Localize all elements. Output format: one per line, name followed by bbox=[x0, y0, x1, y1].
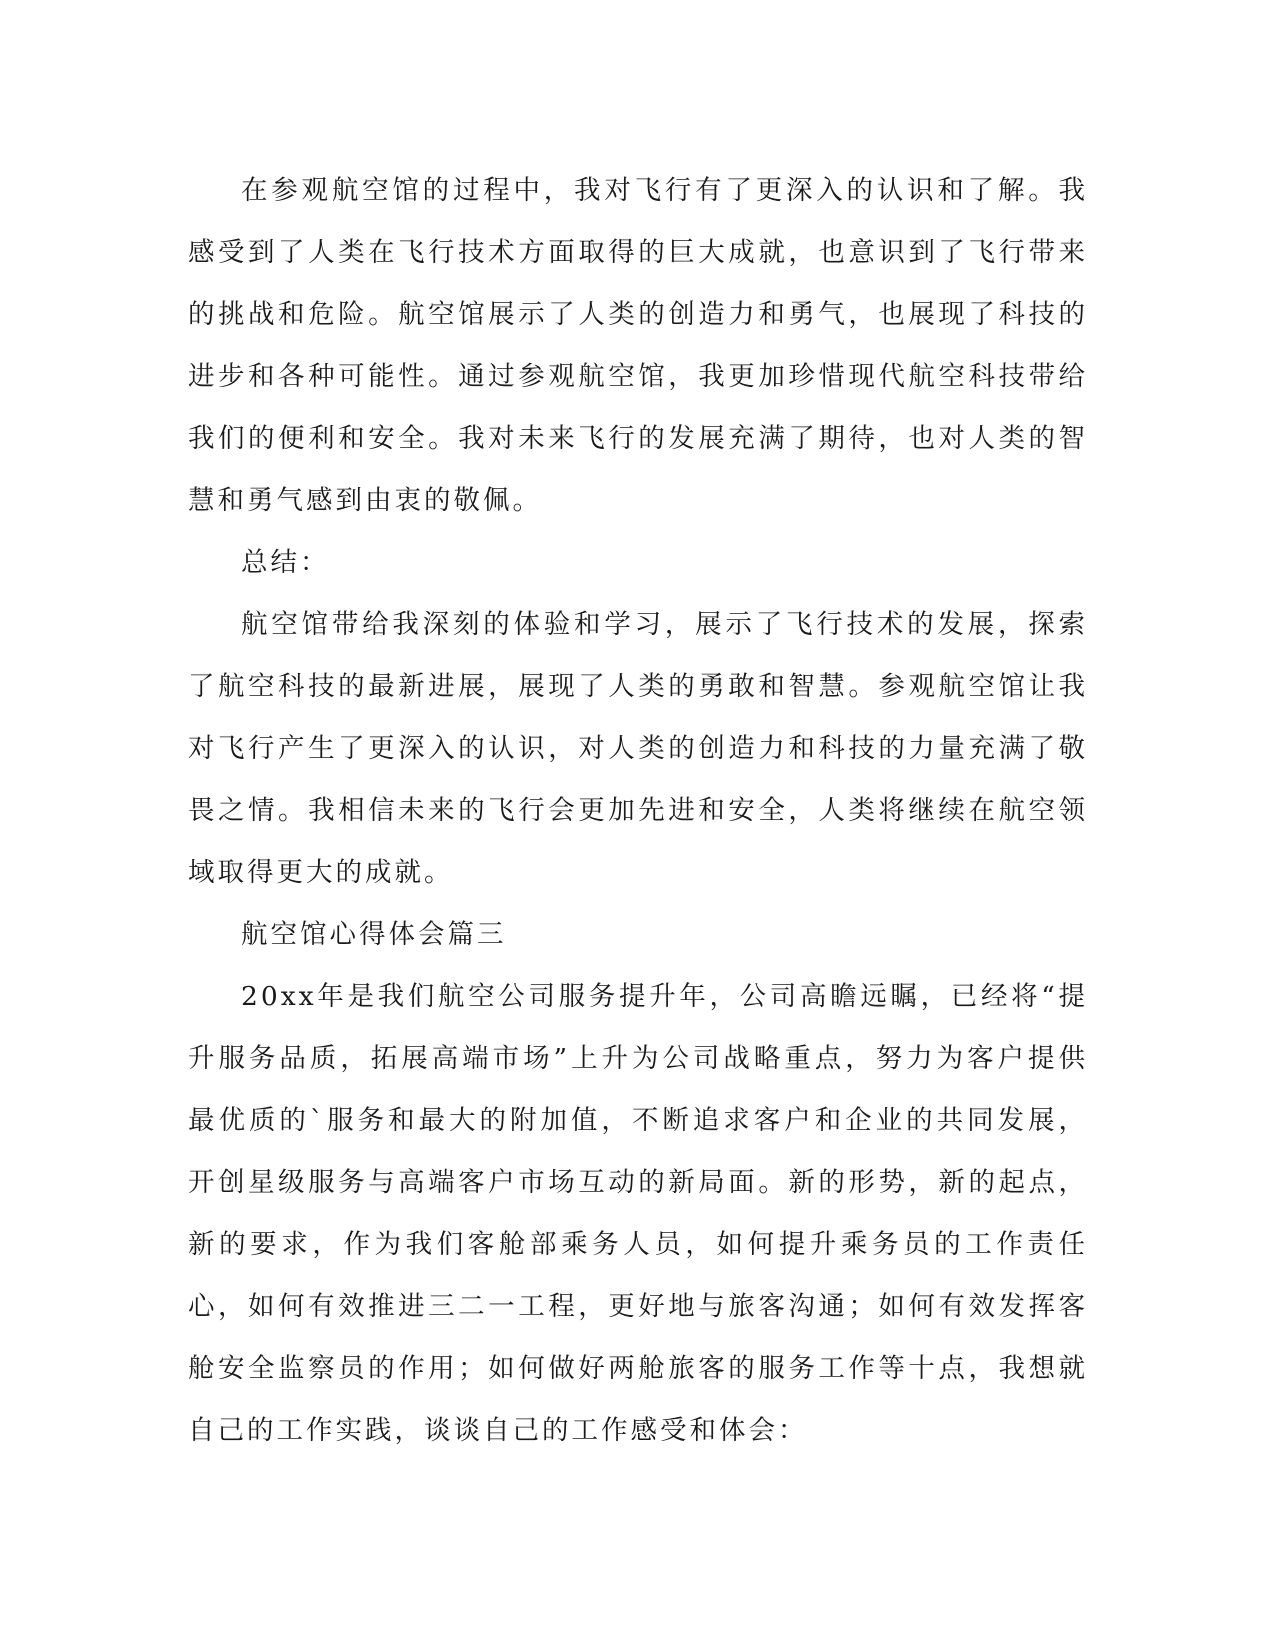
paragraph-summary: 航空馆带给我深刻的体验和学习，展示了飞行技术的发展，探索了航空科技的最新进展，展现了人类的勇敢和智慧。参观航空馆让我对飞行产生了更深入的认识，对人类的创造力和科技的力量充满了敬畏之情。我相信未来的飞行会更加先进和安全，人类将继续在航空领域取得更大的成就。 bbox=[188, 609, 1088, 888]
paragraph-summary-heading: 总结： bbox=[241, 547, 330, 578]
paragraph-airline-service: 20xx年是我们航空公司服务提升年，公司高瞻远瞩，已经将“提升服务品质，拓展高端市场”上升为公司战略重点，努力为客户提供最优质的`服务和最大的附加值，不断追求客户和企业的共同发展，开创星级服务与高端客户市场互动的新局面。新的形势，新的起点，新的要求，作为我们客舱部乘务人员，如何提升乘务员的工作责任心，如何有效推进三二一工程，更好地与旅客沟通；如何有效发挥客舱安全监察员的作用；如何做好两舱旅客的服务工作等十点，我想就自己的工作实践，谈谈自己的工作感受和体会： bbox=[188, 981, 1088, 1446]
section-title: 航空馆心得体会篇三 bbox=[241, 919, 507, 950]
paragraph-reflection: 在参观航空馆的过程中，我对飞行有了更深入的认识和了解。我感受到了人类在飞行技术方面取得的巨大成就，也意识到了飞行带来的挑战和危险。航空馆展示了人类的创造力和勇气，也展现了科技的进步和各种可能性。通过参观航空馆，我更加珍惜现代航空科技带给我们的便利和安全。我对未来飞行的发展充满了期待，也对人类的智慧和勇气感到由衷的敬佩。 bbox=[188, 175, 1088, 516]
document-body bbox=[188, 160, 1088, 1462]
